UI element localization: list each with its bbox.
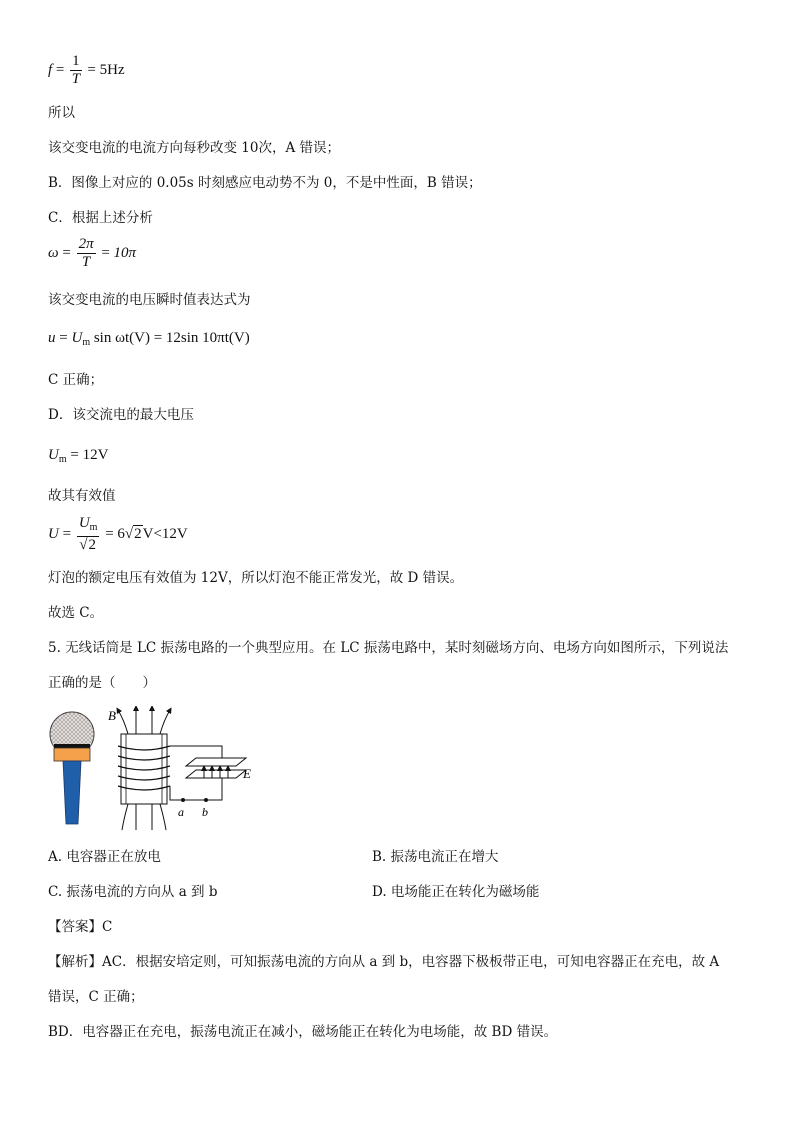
eq-eff-num-sub: m	[89, 522, 98, 533]
analysis-line2: 错误，C 正确；	[48, 989, 144, 1005]
eq-eff-den: 2	[88, 537, 96, 553]
text-lamp-conclusion: 灯泡的额定电压有效值为 12V，所以灯泡不能正常发光，故 D 错误。	[48, 570, 464, 586]
eq-u-rhs: sin ωt(V) = 12sin 10πt(V)	[93, 330, 250, 346]
eq-u-sub: m	[82, 337, 91, 348]
inductor-coil	[118, 734, 170, 804]
equation-frequency: f = $\frac{1}{T}$ = 5Hz	[48, 53, 125, 87]
text-a-conclusion: 该交变电流的电流方向每秒改变 10次，A 错误；	[48, 140, 341, 156]
eq-eff-coef: 6	[117, 525, 125, 542]
eq-u-U: U	[71, 330, 83, 346]
eq-w-rhs: 10π	[113, 244, 137, 261]
eq-eff-radicand: 2	[134, 525, 142, 542]
text-b-conclusion: B．图像上对应的 0.05s 时刻感应电动势不为 0，不是中性面，B 错误；	[48, 175, 482, 191]
label-a: a	[178, 805, 184, 819]
eq-eff-num-U: U	[78, 515, 90, 531]
eq-f-fraction	[70, 53, 82, 88]
circuit-wires	[170, 746, 246, 800]
eq-w-den: T	[81, 254, 91, 270]
option-b[interactable]: B. 振荡电流正在增大	[372, 849, 499, 865]
text-d-analysis: D．该交流电的最大电压	[48, 407, 194, 423]
eq-eff-lhs: U	[48, 525, 59, 542]
equation-effective-value: U = $\frac{U_m}{√2}$ = 6√2V<12V	[48, 515, 188, 553]
eq-um-sub: m	[58, 454, 67, 465]
eq-f-rhs: 5Hz	[99, 61, 125, 78]
text-c-analysis: C．根据上述分析	[48, 210, 153, 226]
lc-circuit-figure	[46, 706, 276, 832]
option-c[interactable]: C. 振荡电流的方向从 a 到 b	[48, 884, 218, 900]
eq-w-lhs: ω	[48, 244, 59, 261]
equation-max-voltage	[48, 446, 108, 469]
label-B: B	[108, 708, 116, 723]
text-select: 故选 C。	[48, 605, 104, 621]
label-E: E	[243, 766, 251, 781]
eq-eff-fraction: $\frac{U_m}{√2}$	[78, 515, 98, 553]
question-5-stem-line1: 5. 无线话筒是 LC 振荡电路的一个典型应用。在 LC 振荡电路中，某时刻磁场方向、电场方向如图所示，下列说法	[48, 640, 729, 656]
equation-omega: ω = $\frac{2\pi}{T}$ = 10π	[48, 236, 137, 270]
eq-um-U: U	[48, 447, 59, 463]
eq-um-rhs: = 12V	[70, 447, 109, 463]
microphone-icon	[50, 712, 94, 824]
text-effective-intro: 故其有效值	[48, 488, 116, 504]
analysis-line1: 【解析】AC．根据安培定则，可知振荡电流的方向从 a 到 b，电容器下极板带正电，可知电容器正在充电，故 A	[48, 954, 720, 970]
text-suoyi: 所以	[48, 105, 75, 121]
eq-eff-rhs: V<12V	[142, 525, 188, 542]
option-a[interactable]: A. 电容器正在放电	[48, 849, 161, 865]
question-5-stem-line2: 正确的是（ ）	[48, 675, 156, 691]
eq-f-num: 1	[72, 53, 80, 69]
label-b: b	[202, 805, 208, 819]
answer: 【答案】C	[48, 919, 113, 935]
eq-f-lhs: f	[48, 61, 53, 78]
text-c-correct: C 正确；	[48, 372, 104, 388]
eq-w-num: 2π	[78, 236, 94, 252]
analysis-line3: BD．电容器正在充电，振荡电流正在减小，磁场能正在转化为电场能，故 BD 错误。	[48, 1024, 558, 1040]
text-expression-intro: 该交变电流的电压瞬时值表达式为	[48, 292, 251, 308]
eq-w-fraction	[77, 236, 96, 271]
equation-voltage-instant: $u = U_m$ sin ωt(V) = 12sin 10πt(V)	[48, 330, 250, 348]
eq-f-den: T	[71, 71, 81, 87]
option-d[interactable]: D. 电场能正在转化为磁场能	[372, 884, 540, 900]
eq-u-lhs: u	[48, 330, 56, 346]
